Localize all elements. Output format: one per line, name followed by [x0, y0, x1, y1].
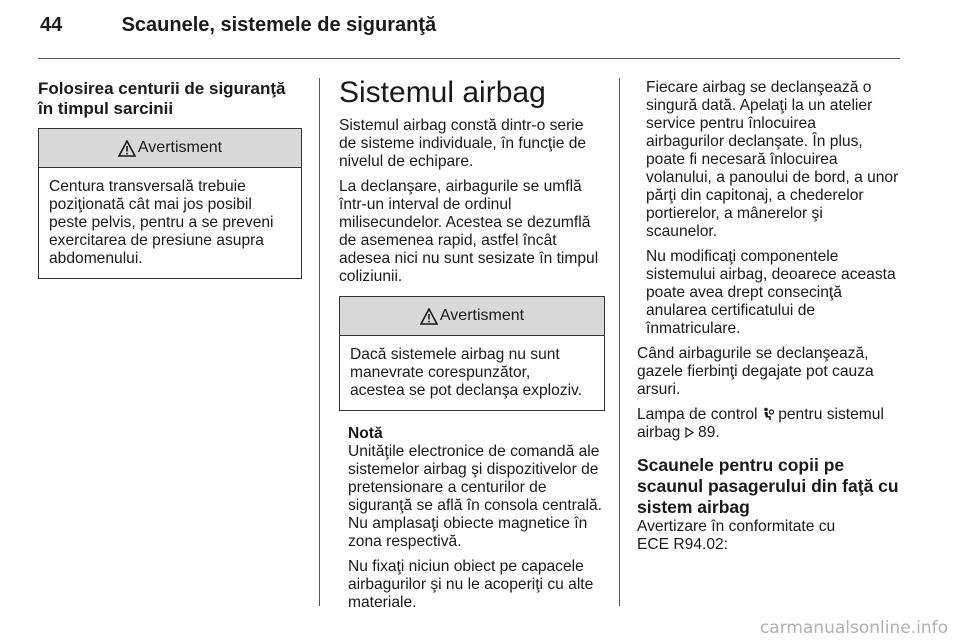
text-line: airbagurilor declanşate. În plus,	[646, 133, 863, 150]
heading-line: sistem airbag	[637, 497, 750, 517]
warning-text	[340, 336, 604, 410]
page-number: 44	[40, 14, 63, 36]
text-line: înmatriculare.	[646, 320, 741, 337]
text-line: Unităţile electronice de comandă ale	[348, 443, 600, 460]
text-line: Avertizare în conformitate cu	[637, 518, 836, 535]
text-line: poziţionată cât mai jos posibil	[49, 196, 252, 213]
heading-line: scaunul pasagerului din faţă cu	[637, 476, 899, 496]
airbag-deploy-paragraph	[339, 178, 605, 286]
airbag-intro-paragraph	[339, 117, 605, 171]
page-reference-link[interactable]	[685, 424, 720, 441]
page-reference: 89.	[698, 424, 720, 441]
text-line: exercitarea de presiune asupra	[49, 232, 264, 249]
chapter-title: Scaunele, sistemele de siguranţă	[121, 14, 437, 36]
text-line: Dacă sistemele airbag nu sunt	[350, 346, 560, 363]
text-line: milisecundelor. Acestea se dezumflă	[339, 214, 591, 231]
indented-block	[637, 79, 907, 338]
text-line: Nu fixaţi niciun obiect pe capacele	[348, 558, 584, 575]
text-line: Sistemul airbag constă dintr-o serie	[339, 117, 584, 134]
left-column	[38, 79, 302, 279]
text-line: pentru sistemul	[778, 406, 884, 423]
warning-header	[39, 129, 301, 168]
text-line: peste pelvis, pentru a se preveni	[49, 214, 274, 231]
text-line: sistemului airbag, deoarece aceasta	[646, 266, 896, 283]
modification-paragraph	[646, 248, 907, 338]
text-line: arsuri.	[637, 381, 681, 398]
control-lamp-paragraph	[637, 406, 907, 442]
airbag-heading: Sistemul airbag	[339, 76, 546, 109]
text-line: într-un interval de ordinul	[339, 196, 512, 213]
ece-paragraph	[637, 518, 907, 554]
text-line: poate avea drept consecinţă	[646, 284, 842, 301]
warning-triangle-icon	[118, 140, 136, 157]
heading-line: Folosirea centurii de siguranţă	[38, 79, 286, 98]
text-line: materiale.	[348, 594, 417, 611]
text-line: airbagurilor şi nu le acoperiţi cu alte	[348, 576, 594, 593]
text-line: service pentru înlocuirea	[646, 115, 816, 132]
text-line: anularea certificatului de	[646, 302, 816, 319]
warning-triangle-icon	[420, 308, 438, 325]
airbag-lamp-icon	[762, 407, 774, 421]
note-paragraph	[348, 443, 605, 551]
child-seat-heading	[637, 455, 907, 518]
text-line: Nu modificaţi componentele	[646, 248, 839, 265]
note-block	[339, 425, 605, 612]
text-line: coliziunii.	[339, 268, 403, 285]
text-line: Centura transversală trebuie	[49, 178, 246, 195]
warning-box	[339, 296, 605, 411]
warning-title: Avertisment	[137, 139, 223, 156]
text-line: adesea nici nu sunt sesizate în timpul	[339, 250, 599, 267]
text-line: sistemelor airbag şi dispozitivelor de	[348, 461, 599, 478]
text-line: volanului, a panoului de bord, a unor	[646, 169, 899, 186]
text-line: nivelul de echipare.	[339, 153, 474, 170]
middle-column	[339, 77, 605, 619]
warning-text	[39, 168, 301, 278]
heading-line: Scaunele pentru copii pe	[637, 455, 845, 475]
text-line: părţi din capitonaj, a chederelor	[646, 187, 864, 204]
burn-paragraph	[637, 345, 907, 399]
pregnancy-heading	[38, 79, 302, 119]
text-line: Fiecare airbag se declanşează o	[646, 79, 872, 96]
text-line: airbag	[637, 424, 681, 441]
replacement-paragraph	[646, 79, 907, 241]
warning-box	[38, 128, 302, 279]
warning-header	[340, 297, 604, 336]
text-line: acestea se pot declanşa exploziv.	[350, 382, 583, 399]
text-line: pretensionare a centurilor de	[348, 479, 547, 496]
text-line: poate fi necesară înlocuirea	[646, 151, 838, 168]
column-divider-right	[619, 78, 620, 606]
text-line: gazele fierbinţi degajate pot cauza	[637, 363, 874, 380]
column-divider-left	[319, 78, 320, 606]
text-line: de sisteme individuale, în funcţie de	[339, 135, 587, 152]
warning-title: Avertisment	[439, 307, 525, 324]
text-line: Nu amplasaţi obiecte magnetice în	[348, 515, 588, 532]
text-line: La declanşare, airbagurile se umflă	[339, 178, 582, 195]
text-line: scaunelor.	[646, 223, 718, 240]
text-line: siguranţă se află în consola centrală.	[348, 497, 602, 514]
note-paragraph	[348, 558, 605, 612]
watermark: carmanualsonline.info	[759, 618, 948, 638]
heading-line: în timpul sarcinii	[38, 99, 174, 118]
text-line: zona respectivă.	[348, 533, 462, 550]
text-line: de asemenea rapid, astfel încât	[339, 232, 557, 249]
text-line: abdomenului.	[49, 250, 143, 267]
page-reference-arrow-icon	[685, 427, 694, 438]
text-line: portierelor, a mânerelor şi	[646, 205, 823, 222]
text-line: Lampa de control	[637, 406, 758, 423]
note-label: Notă	[348, 425, 383, 442]
text-line: manevrate corespunzător,	[350, 364, 531, 381]
header-rule	[38, 58, 900, 59]
text-line: singură dată. Apelaţi la un atelier	[646, 97, 873, 114]
text-line: ECE R94.02:	[637, 536, 729, 553]
page-header	[40, 14, 436, 37]
text-line: Când airbagurile se declanşează,	[637, 345, 869, 362]
right-column	[637, 79, 907, 561]
